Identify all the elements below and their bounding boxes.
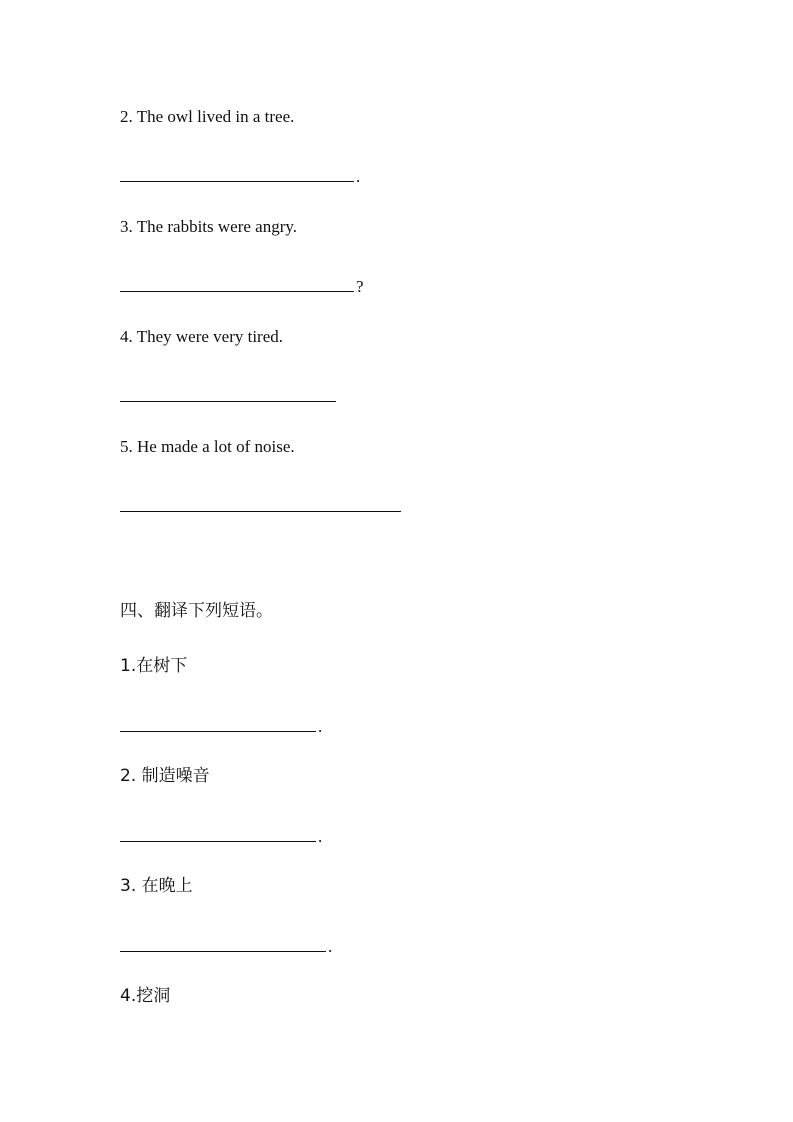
answer-underline [120,950,326,952]
answer-punctuation: ? [356,277,364,296]
question-5-text: 5. He made a lot of noise. [120,437,295,456]
answer-underline [120,290,354,292]
question-3-text: 3. The rabbits were angry. [120,217,298,236]
answer-underline [120,730,316,732]
answer-punctuation: . [318,827,323,846]
answer-punctuation: . [328,937,333,956]
answer-punctuation: . [356,167,361,186]
phrase-answer-line-3[interactable] [120,933,332,955]
answer-underline [120,840,316,842]
question-4-text: 4. They were very tired. [120,327,284,346]
phrase-4-text: 4.挖洞 [120,986,171,1006]
question-2-text: 2. The owl lived in a tree. [120,107,295,126]
phrase-1-text: 1.在树下 [120,656,188,676]
answer-line-4[interactable] [120,383,338,405]
phrase-answer-line-2[interactable] [120,823,322,845]
answer-line-5[interactable] [120,493,403,515]
phrase-3-text: 3. 在晚上 [120,876,193,896]
section-4-heading: 四、翻译下列短语。 [120,601,273,621]
answer-punctuation: . [318,717,323,736]
answer-underline [120,180,354,182]
answer-line-3[interactable] [120,273,364,295]
phrase-2-text: 2. 制造噪音 [120,766,210,786]
answer-underline [120,400,336,402]
answer-line-2[interactable] [120,163,360,185]
phrase-answer-line-1[interactable] [120,713,322,735]
answer-underline [120,510,401,512]
